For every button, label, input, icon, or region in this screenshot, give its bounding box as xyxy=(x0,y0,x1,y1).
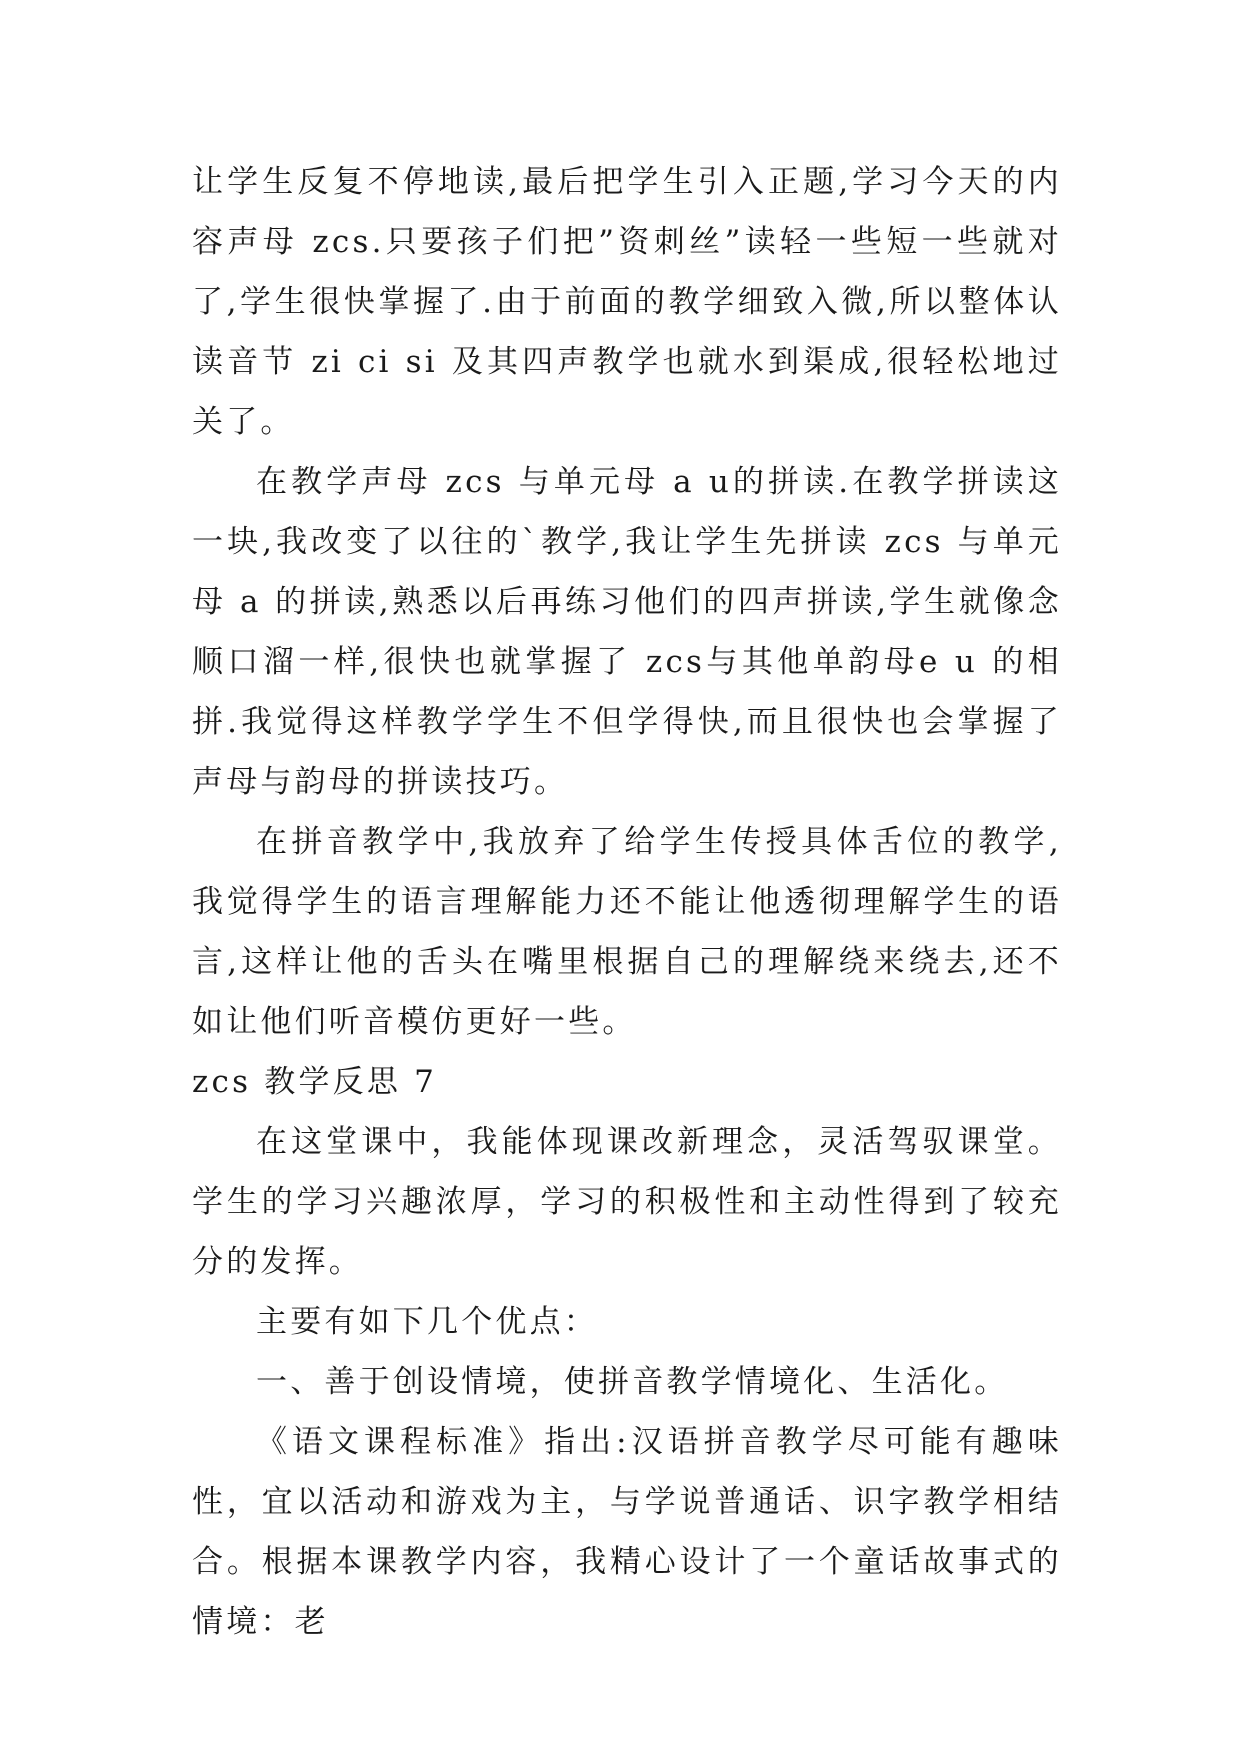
document-body xyxy=(192,152,1062,1652)
paragraph-curriculum-standard: 《语文课程标准》指出:汉语拼音教学尽可能有趣味性，宜以活动和游戏为主，与学说普通话、识字教学相结合。根据本课教学内容，我精心设计了一个童话故事式的情境：老 xyxy=(192,1424,1062,1640)
paragraph-advantages-intro: 主要有如下几个优点： xyxy=(256,1304,598,1340)
section-heading: zcs 教学反思 7 xyxy=(192,1064,438,1100)
paragraph-tongue-position: 在拼音教学中,我放弃了给学生传授具体舌位的教学,我觉得学生的语言理解能力还不能让他透彻理解学生的语言,这样让他的舌头在嘴里根据自己的理解绕来绕去,还不如让他们听音模仿更好一些。 xyxy=(192,824,1062,1040)
paragraph-point-one: 一、善于创设情境，使拼音教学情境化、生活化。 xyxy=(256,1364,1009,1400)
paragraph-pinyin-blending: 在教学声母 zcs 与单元母 a u的拼读.在教学拼读这一块,我改变了以往的`教学,我让学生先拼读 zcs 与单元母 a 的拼读,熟悉以后再练习他们的四声拼读,学生就像念顺口溜一样,很快也就掌握了 zcs与其他单韵母e u 的相拼.我觉得这样教学学生不但学得快,而且很快也会掌握了声母与韵母的拼读技巧。 xyxy=(192,464,1062,800)
paragraph-classroom: 在这堂课中，我能体现课改新理念，灵活驾驭课堂。学生的学习兴趣浓厚，学习的积极性和主动性得到了较充分的发挥。 xyxy=(192,1124,1062,1280)
paragraph-continuation: 让学生反复不停地读,最后把学生引入正题,学习今天的内容声母 zcs.只要孩子们把”资刺丝”读轻一些短一些就对了,学生很快掌握了.由于前面的教学细致入微,所以整体认读音节 zi ci si 及其四声教学也就水到渠成,很轻松地过关了。 xyxy=(192,164,1062,440)
